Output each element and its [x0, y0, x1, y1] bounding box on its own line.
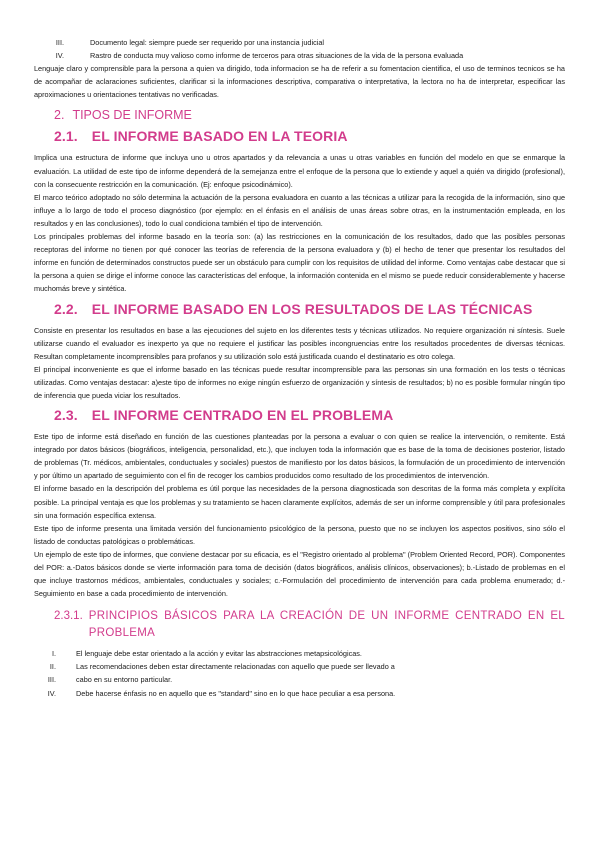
- list-item: [34, 36, 565, 49]
- section-2-3-heading: [54, 406, 565, 424]
- list-item: [34, 647, 565, 660]
- list-item-number: II.: [49, 662, 56, 672]
- list-item-number: III.: [47, 675, 56, 685]
- section-2-1-heading: [54, 127, 565, 145]
- top-list: [34, 36, 565, 62]
- section-title: PRINCIPIOS BÁSICOS PARA LA CREACIÓN DE UN INFORME CENTRADO EN EL PROBLEMA: [88, 610, 565, 640]
- list-item-number: IV.: [47, 688, 56, 698]
- principles-list: [34, 647, 565, 699]
- section-2-heading: [54, 107, 565, 123]
- section-title: TIPOS DE INFORME: [72, 108, 192, 123]
- section-number: 2.1.: [54, 128, 78, 145]
- paragraph: Este tipo de informe está diseñado en función de las cuestiones planteadas por la persona a evaluar o con quien se realice la intervención, o remitente. Está integrado por datos básicos (biográficos, inteligencia, personalidad, etc.), que incluyen toda la información que es base de la toma de decisiones posterior, listado de problemas (Tr. médicos, ambientales, conductuales y sociales) puestos de manifiesto por los datos básicos, la formulación de un procedimiento de intervención y por último un apartado de seguimiento con el fin de recoger los cambios producidos como resultado de los procedimientos de intervención.: [34, 432, 565, 481]
- list-item-number: I.: [51, 649, 56, 659]
- section-number: 2.3.1.: [54, 610, 83, 623]
- paragraph: El principal inconveniente es que el informe basado en las técnicas puede resultar incomprensible para las personas sin una formación en los tests o técnicas utilizadas. Como ventajas destacar: a)este tipo de informes no exige ningún esfuerzo de organización y síntesis de resultados; b) no es posible formular ningún tipo de inferencia que pueda viciar los resultados.: [34, 364, 565, 400]
- section-number: 2.2.: [54, 300, 78, 317]
- list-item-number: IV.: [55, 51, 64, 61]
- paragraph: El marco teórico adoptado no sólo determina la actuación de la persona evaluadora en cuanto a las técnicas a utilizar para la recogida de la información, sino que influye a lo largo de todo el proceso diagnóstico (por ejemplo: en el énfasis en el análisis de unas áreas sobre otras, en la instrumentación empleada, en los resultados y en las conclusiones), todo lo cual condiciona también el tipo de intervención.: [34, 192, 565, 228]
- paragraph: El informe basado en la descripción del problema es útil porque las necesidades de la persona diagnosticada son descritas de la forma más completa y explícita posible. La principal ventaja es que los problemas y su tratamiento se hacen claramente explícitos, además de ser un informe comprensible y útil para profesionales sin una formación específica extensa.: [34, 484, 565, 520]
- section-number: 2.: [54, 108, 65, 123]
- section-title: EL INFORME BASADO EN LA TEORIA: [91, 128, 348, 145]
- section-title: EL INFORME CENTRADO EN EL PROBLEMA: [91, 407, 394, 424]
- paragraph: Un ejemplo de este tipo de informes, que conviene destacar por su eficacia, es el "Registro orientado al problema" (Problem Oriented Record, POR). Componentes del POR: a.-Datos básicos donde se vierte información para toma de decisión (datos biográficos, análisis clínicos, observaciones); b.-Listado de problemas en el que incluye trastornos médicos, ambientales, conductuales y sociales; c.-Formulación del procedimiento de intervención para cada problema enumerado; d.-Seguimiento en base a cada procedimiento de intervención.: [34, 549, 565, 599]
- section-title: EL INFORME BASADO EN LOS RESULTADOS DE LAS TÉCNICAS: [91, 300, 533, 317]
- section-2-3-1-heading: [54, 608, 565, 642]
- list-item: [34, 687, 565, 700]
- list-item: [34, 49, 565, 62]
- intro-paragraph: Lenguaje claro y comprensible para la persona a quien va dirigido, toda informacion se ha de referir a su fomentacion cientifica, el uso de terminos tecnicos se ha de acompañar de aclaraciones suficientes, clarificar si la informaciones descriptiva, comparativa o interpretativa, la lectora no ha de interpretar, especificar las aproximaciones u orientaciones tentativas no verificadas.: [34, 64, 565, 100]
- list-item-text: Las recomendaciones deben estar directamente relacionadas con aquello que puede ser llevado a: [76, 662, 395, 672]
- section-2-2-heading: [54, 300, 565, 318]
- paragraph: Los principales problemas del informe basado en la teoría son: (a) las restricciones en la comunicación de los resultados, dado que las posibles personas receptoras del informe no tienen por qué conocer las teorías de referencia de la persona evaluadora y (b) el hecho de tener que presentar los resultados del informe en función de determinados constructos puede ser un obstáculo para cumplir con los requisitos de utilidad del informe. Como ventajas cabe destacar que si la persona a quien se dirige el informe conoce las características del enfoque, la información contenida en el mismo se puede reducir considerablemente y hacerse muchomás breve y sintética.: [34, 232, 565, 294]
- list-item-text: Rastro de conducta muy valioso como informe de terceros para otras situaciones de la vida de la persona evaluada: [90, 51, 464, 61]
- document-page: [34, 36, 565, 700]
- list-item-text: Debe hacerse énfasis no en aquello que es "standard" sino en lo que hace peculiar a esa persona.: [76, 688, 396, 698]
- list-item-text: Documento legal: siempre puede ser requerido por una instancia judicial: [90, 38, 325, 47]
- paragraph: Implica una estructura de informe que incluya uno u otros apartados y da relevancia a unas u otras variables en función del modelo en que se enmarque la evaluación. La utilidad de este tipo de informe dependerá de la semejanza entre el enfoque de la persona que lo extiende y aquel a quién va dirigido (profesional), con la consecuente restricción en la comunicación. (Ej: enfoque psicodinámico).: [34, 153, 565, 189]
- list-item-text: El lenguaje debe estar orientado a la acción y evitar las abstracciones metapsicológicas.: [76, 649, 362, 659]
- section-number: 2.3.: [54, 407, 78, 424]
- list-item: [34, 673, 565, 686]
- list-item-text: cabo en su entorno particular.: [76, 675, 173, 685]
- list-item: [34, 660, 565, 673]
- paragraph: Consiste en presentar los resultados en base a las ejecuciones del sujeto en los diferentes tests y técnicas utilizados. No requiere organización ni síntesis. Suele utilizarse cuando el evaluador es inexperto ya que no requiere el justificar las posibles incongruencias entre los resultados procedentes de diversas técnicas. Resultan completamente incomprensibles para profanos y su utilización solo está justificada cuando el destinatario es otro colega.: [34, 325, 565, 361]
- paragraph: Este tipo de informe presenta una limitada versión del funcionamiento psicológico de la persona, puesto que no se incluyen los aspectos positivos, sino sólo el listado de conductas patológicas o problemáticas.: [34, 523, 565, 546]
- list-item-number: III.: [55, 38, 64, 47]
